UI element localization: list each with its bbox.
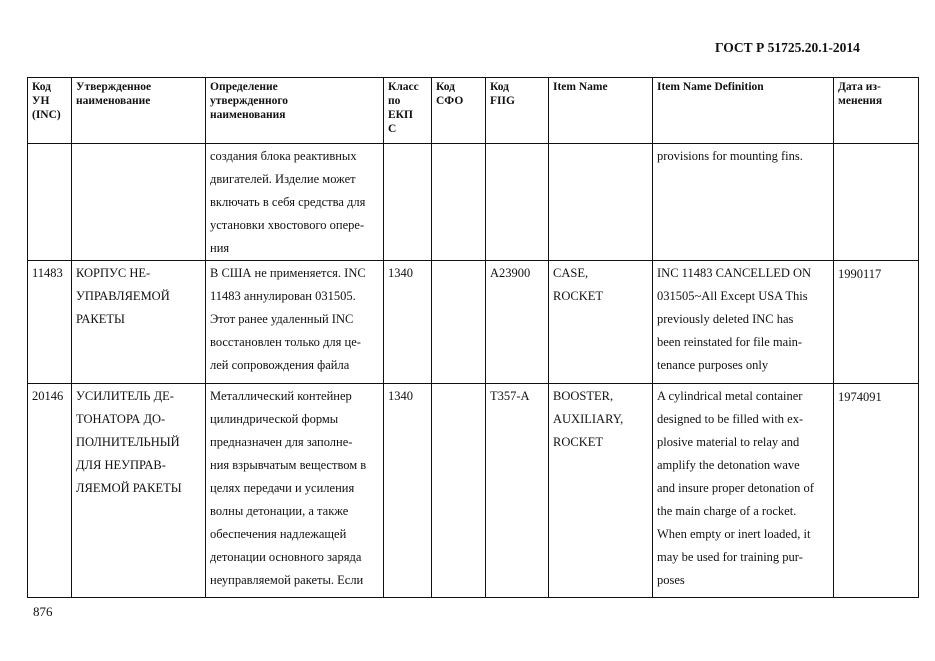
cell-approved-name [72,144,206,261]
cell-item-name-definition: provisions for mounting fins. [653,144,834,261]
cell-approved-name: УСИЛИТЕЛЬ ДЕ- ТОНАТОРА ДО- ПОЛНИТЕЛЬНЫЙ ДЛЯ НЕУПРАВ- ЛЯЕМОЙ РАКЕТЫ [72,384,206,598]
table-row [28,144,919,261]
table-row [28,261,919,384]
standard-code-header: ГОСТ Р 51725.20.1-2014 [715,40,860,55]
cell-sfo [432,261,486,384]
cell-class: 1340 [384,261,432,384]
header-sfo: Код СФО [432,78,486,144]
nomenclature-table [27,77,919,598]
cell-change-date: 1990117 [834,261,919,384]
cell-definition-ru: Металлический контейнер цилиндрической формы предназначен для заполне- ния взрывчатым веществом в целях передачи и усиления волны детонации, а также обеспечения надлежащей детонации основного заряда неуправляемой ракеты. Если [206,384,384,598]
cell-inc [28,144,72,261]
page-number: 876 [33,604,53,619]
cell-definition-ru: создания блока реактивных двигателей. Изделие может включать в себя средства для установки хвостового опере- ния [206,144,384,261]
cell-inc: 20146 [28,384,72,598]
cell-approved-name: КОРПУС НЕ- УПРАВЛЯЕМОЙ РАКЕТЫ [72,261,206,384]
cell-change-date [834,144,919,261]
header-inc: Код УН (INC) [28,78,72,144]
cell-sfo [432,384,486,598]
cell-item-name-definition: A cylindrical metal container designed to be filled with ex- plosive material to relay and amplify the detonation wave and insure proper detonation of the main charge of a rocket. When empty or inert loaded, it may be used for training pur- poses [653,384,834,598]
cell-class: 1340 [384,384,432,598]
cell-fiig: A23900 [486,261,549,384]
cell-item-name [549,144,653,261]
cell-item-name: CASE, ROCKET [549,261,653,384]
cell-class [384,144,432,261]
cell-change-date: 1974091 [834,384,919,598]
table-row [28,384,919,598]
header-item-name: Item Name [549,78,653,144]
cell-fiig [486,144,549,261]
header-approved-name: Утвержденное наименование [72,78,206,144]
header-class: Класс по ЕКП С [384,78,432,144]
header-fiig: Код FIIG [486,78,549,144]
cell-item-name: BOOSTER, AUXILIARY, ROCKET [549,384,653,598]
cell-item-name-definition: INC 11483 CANCELLED ON 031505~All Except USA This previously deleted INC has been reinstated for file main- tenance purposes only [653,261,834,384]
cell-sfo [432,144,486,261]
header-definition-ru: Определение утвержденного наименования [206,78,384,144]
cell-inc: 11483 [28,261,72,384]
header-item-name-definition: Item Name Definition [653,78,834,144]
table-header-row [28,78,919,144]
cell-fiig: T357-A [486,384,549,598]
cell-definition-ru: В США не применяется. INC 11483 аннулирован 031505. Этот ранее удаленный INC восстановлен только для це- лей сопровождения файла [206,261,384,384]
header-change-date: Дата из- менения [834,78,919,144]
